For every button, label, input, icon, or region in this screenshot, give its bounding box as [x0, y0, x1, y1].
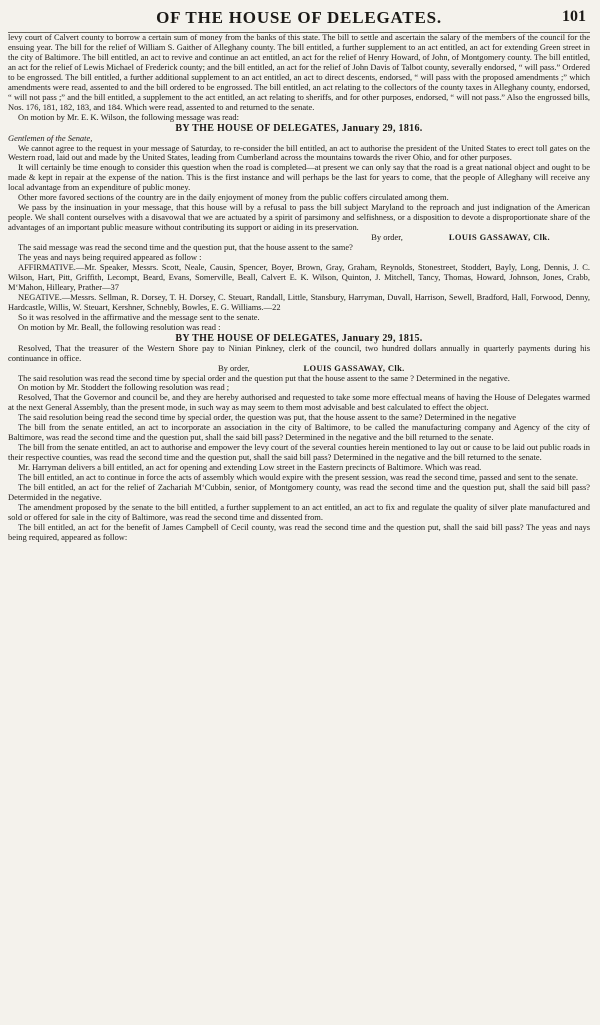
- senate-bills-paragraph: levy court of Calvert county to borrow a certain sum of money from the banks of this state. The bill to settle and ascertain the salary of the members of the council for the ensuing year. The bill for the relief of William S. Gaither of Alleghany county. The bill entitled, a further supplement to an act entitled, an act for extending Green street in the city of Baltimore. The bill entitled, an act to revive and continue an act entitled, an act for the relief of Henry Howard, of John, of Montgomery county. The bill entitled, an act for the relief of Lewis Michael of Frederick county; and the bill entitled, an act for the relief of John Davis of Talbot county, severally endorsed, “ will pass.” Ordered to be engrossed. The bill entitled, a further additional supplement to an act entitled, an act to direct descents, endorsed, “ will pass with the proposed amendments ;” which amendments were read, assented to and the bill ordered to be engrossed. The bill entitled, an act relating to the collectors of the county taxes in Alleghany county, endorsed, “ will not pass ;” and the bill entitled, a supplement to the act entitled, an act relating to sheriffs, and for other purposes, endorsed, “ will not pass.” Also the engrossed bills, Nos. 176, 181, 182, 183, and 184. Which were read, assented to and returned to the senate.: [8, 32, 590, 112]
- bill-paragraph: Mr. Harryman delivers a bill entitled, an act for opening and extending Low street in the Eastern precincts of Baltimore. Which was read.: [18, 462, 482, 473]
- resolution-read-paragraph: The said resolution being read the second time by special order, the question was put, that the house assent to the same? Determined in the negative: [18, 412, 517, 423]
- clerk-signature: LOUIS GASSAWAY, Clk.: [303, 362, 405, 373]
- by-order: By order,: [218, 362, 250, 373]
- page-number: 101: [562, 8, 586, 25]
- bill-paragraph: The bill from the senate entitled, an act to authorise and empower the levy court of the several counties herein mentioned to lay out or cause to be laid out public roads in their respective counties, was read the second time and the question put, shall the said bill pass? Determined in the negative and the bill returned to the senate.: [8, 442, 590, 463]
- message-paragraph: It will certainly be time enough to consider this question when the road is completed—at present we can only say that the road is a great national object and ought to be made & kept in repair at the expense of the nation. This is the first instance and will perhaps be the last for years to come, that the people of Alleghany will receive any local advantage from an expenditure of public money.: [8, 162, 590, 193]
- bill-paragraph: The bill entitled, an act for the relief of Zachariah M‘Cubbin, senior, of Montgomery county, was read the second time and the question put, shall the said bill pass? Determided in the negative.: [8, 481, 590, 502]
- message-paragraph: Other more favored sections of the country are in the daily enjoyment of money from the public coffers circulated among them.: [18, 192, 449, 203]
- clerk-signature: LOUIS GASSAWAY, Clk.: [448, 232, 550, 243]
- affirmative-votes: AFFIRMATIVE.—Mr. Speaker, Messrs. Scott, Neale, Causin, Spencer, Boyer, Brown, Gray, Graham, Reynolds, Stonestreet, Stoddert, Bayly, Long, Dennis, J. C. Wilson, Hart, Pitt, Griffith, Lecompt, Beard, Evans, Somerville, Beall, Calvert E. K. Wilson, Quinton, J. Mitchell, Tancy, Thomas, Howard, Johnson, Jones, Crabb, M‘Mahon, Hilleary, Prather—37: [8, 261, 590, 292]
- journal-body: [8, 33, 590, 543]
- negative-votes: NEGATIVE.—Messrs. Sellman, R. Dorsey, T. H. Dorsey, C. Steuart, Randall, Little, Stansbury, Harryman, Duvall, Harrison, Sewell, Bradford, Hall, Forwood, Denny, Hardcastle, Willis, W. Steuart, Kershner, Schnebly, Bowles, E. G. Williams.—22: [8, 291, 590, 312]
- motion-stoddert: On motion by Mr. Stoddert the following resolution was read ;: [18, 382, 230, 393]
- signature-block: [8, 364, 590, 374]
- resolution-warming: Resolved, That the Governor and council be, and they are hereby authorised and requested to take some more effectual means of having the House of Delegates warmed at the next General Assembly, than the present mode, in such way as may seem to them most advisable and best calculated to effect the object.: [8, 392, 590, 413]
- message-paragraph: We cannot agree to the request in your message of Saturday, to re-consider the bill entitled, an act to authorise the president of the United States to erect toll gates on the Western road, laid out and made by the United States, leading from Cumberland across the mountains towards the river Ohio, and for other purposes.: [8, 142, 590, 163]
- page-title: OF THE HOUSE OF DELEGATES.: [156, 8, 442, 27]
- bill-paragraph: The bill entitled, an act for the benefit of James Campbell of Cecil county, was read the second time and the question put, shall the said bill pass? The yeas and nays being required, appeared as follow:: [8, 521, 590, 542]
- resolution-heading: BY THE HOUSE OF DELEGATES, January 29, 1815.: [175, 332, 423, 344]
- motion-beall: On motion by Mr. Beall, the following resolution was read :: [18, 321, 221, 332]
- by-order: By order,: [371, 232, 403, 243]
- salutation: Gentlemen of the Senate,: [8, 132, 93, 143]
- bill-paragraph: The bill from the senate entitled, an act to incorporate an association in the city of Baltimore, to be called the manufacturing company and Agency of the city of Baltimore, was read the second time and the question put, shall the said bill pass? Determined in the negative and the bill returned to the senate.: [8, 422, 590, 443]
- bill-paragraph: The bill entitled, an act to continue in force the acts of assembly which would expire with the present session, was read the second time, passed and sent to the senate.: [18, 472, 578, 483]
- message-heading: BY THE HOUSE OF DELEGATES, January 29, 1816.: [175, 122, 423, 134]
- bill-paragraph: The amendment proposed by the senate to the bill entitled, a further supplement to an act entitled, an act to fix and regulate the quality of silver plate manufactured and sold or offered for sale in the city of Baltimore, was read the second time and dissented from.: [8, 501, 590, 522]
- message-paragraph: We pass by the insinuation in your message, that this house will by a refusal to pass the bill subject Maryland to the reproach and just indignation of the American people. We shall content ourselves with a disavowal that we are actuated by a spirit of parsimony and selfishness, or a disposition to devote a disproportionate share of the advantages of an important public measure without contributing its support or aiding in its preservation.: [8, 202, 590, 233]
- message-read-paragraph: The said message was read the second time and the question put, that the house assent to the same?: [18, 242, 353, 253]
- resolution-read-paragraph: The said resolution was read the second time by special order and the question put that the house assent to the same ? Determined in the negative.: [18, 372, 510, 383]
- page-header: [8, 6, 590, 33]
- motion-wilson: On motion by Mr. E. K. Wilson, the following message was read:: [18, 111, 239, 122]
- resolved-affirmative: So it was resolved in the affirmative and the message sent to the senate.: [18, 311, 260, 322]
- resolution-pinkney: Resolved, That the treasurer of the Western Shore pay to Ninian Pinkney, clerk of the council, two hundred dollars annually in quarterly payments during his continuance in office.: [8, 342, 590, 363]
- yeas-nays-intro: The yeas and nays being required appeared as follow :: [18, 252, 202, 263]
